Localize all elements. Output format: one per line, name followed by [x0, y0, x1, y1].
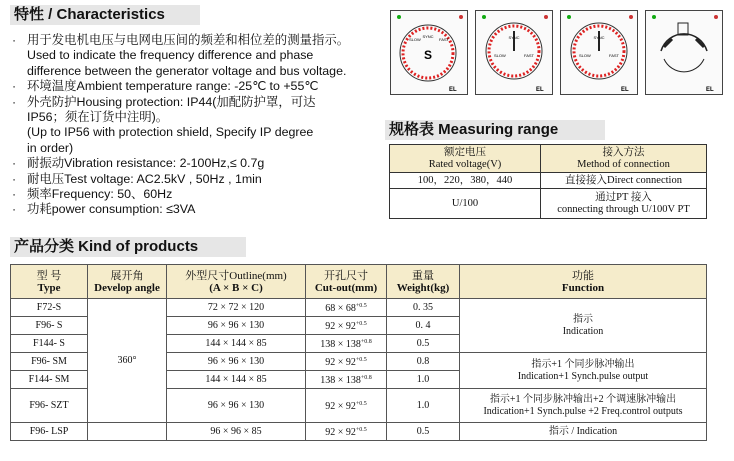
bullet: ·	[12, 33, 17, 47]
meter-2-sync: SYNC	[508, 35, 520, 40]
prod-type: F144- SM	[11, 371, 88, 389]
meter-3-fast: FAST	[609, 53, 620, 58]
characteristic-line	[12, 64, 380, 79]
characteristic-text: 环境温度Ambient temperature range: -25℃ to +55℃	[27, 79, 319, 94]
characteristic-text: Used to indicate the frequency difference and phase	[27, 48, 314, 63]
prod-weight: 0.5	[387, 335, 460, 353]
bullet: ·	[12, 156, 17, 171]
prod-type: F144- S	[11, 335, 88, 353]
prod-outline: 96 × 96 × 130	[167, 389, 306, 423]
characteristic-line	[12, 172, 380, 187]
characteristic-line	[12, 141, 380, 156]
prod-cutout: $138 \times 138^{+0.8}$	[306, 371, 387, 389]
prod-type: F96- S	[11, 317, 88, 335]
prod-outline: 72 × 72 × 120	[167, 299, 306, 317]
kind-of-products-header: 产品分类 Kind of products	[10, 237, 246, 257]
bullet: ·	[12, 187, 17, 202]
prod-outline: 144 × 144 × 85	[167, 335, 306, 353]
prod-function-indication: 指示 Indication	[460, 299, 707, 353]
bullet: ·	[12, 202, 17, 217]
meter-2	[475, 10, 553, 95]
meter-3	[560, 10, 638, 95]
prod-cutout: $92 \times 92^{+0.5}$	[306, 317, 387, 335]
prod-header-type: 型 号 Type	[11, 265, 88, 299]
prod-weight: 0.8	[387, 353, 460, 371]
prod-type: F96- SZT	[11, 389, 88, 423]
prod-weight: 1.0	[387, 371, 460, 389]
meter-1-el: EL	[449, 87, 457, 93]
prod-weight: 0. 4	[387, 317, 460, 335]
meter-1-fast: FAST	[439, 37, 450, 42]
mr-cell: 通过PT 接入 connecting through U/100V PT	[541, 189, 707, 219]
mr-header-method: 接入方法 Method of connection	[541, 145, 707, 173]
meter-1-sync: SYNC	[422, 34, 434, 39]
characteristics-list	[12, 33, 380, 218]
mr-cell: U/100	[390, 189, 541, 219]
meter-3-slow: SLOW	[579, 53, 591, 58]
prod-outline: 96 × 96 × 130	[167, 353, 306, 371]
meter-3-sync: SYNC	[593, 35, 605, 40]
prod-outline: 96 × 96 × 130	[167, 317, 306, 335]
characteristic-text: 功耗power consumption: ≤3VA	[27, 202, 196, 217]
characteristic-text: (Up to IP56 with protection shield, Specify IP degree	[27, 125, 314, 140]
meter-4-el: EL	[706, 87, 714, 93]
prod-header-outline: 外型尺寸Outline(mm) (A × B × C)	[167, 265, 306, 299]
prod-cutout: $138 \times 138^{+0.8}$	[306, 335, 387, 353]
characteristic-text: 用于发电机电压与电网电压间的频差和相位差的测量指示。	[27, 33, 350, 47]
bullet: ·	[12, 79, 17, 94]
meter-1-slow: SLOW	[409, 37, 421, 42]
bullet: ·	[12, 171, 17, 186]
characteristic-line	[12, 156, 380, 171]
meter-2-fast: FAST	[524, 53, 535, 58]
meter-2-slow: SLOW	[494, 53, 506, 58]
prod-type: F96- LSP	[11, 423, 88, 441]
characteristic-text: in order)	[27, 140, 74, 155]
prod-cutout: $92 \times 92^{+0.5}$	[306, 389, 387, 423]
mr-header-voltage: 额定电压 Rated voltage(V)	[390, 145, 541, 173]
prod-function-sync: 指示+1 个同步脉冲输出 Indication+1 Synch.pulse output	[460, 353, 707, 389]
products-table	[10, 264, 707, 441]
meter-1	[390, 10, 468, 95]
characteristic-line	[12, 125, 380, 140]
meter-1-s: S	[423, 48, 433, 62]
characteristic-line	[12, 48, 380, 63]
prod-angle: 360°	[88, 299, 167, 423]
prod-angle-empty	[88, 423, 167, 441]
prod-header-function: 功能 Function	[460, 265, 707, 299]
prod-header-angle: 展开角 Develop angle	[88, 265, 167, 299]
characteristic-line	[12, 110, 380, 125]
prod-function-lsp: 指示 / Indication	[460, 423, 707, 441]
prod-cutout: $68 \times 68^{+0.5}$	[306, 299, 387, 317]
characteristic-text: difference between the generator voltage and bus voltage.	[27, 63, 347, 78]
prod-function-szt: 指示+1 个同步脉冲输出+2 个调速脉冲输出 Indication+1 Synch.pulse +2 Freq.control outputs	[460, 389, 707, 423]
characteristic-line	[12, 187, 380, 202]
prod-weight: 0. 35	[387, 299, 460, 317]
prod-weight: 0.5	[387, 423, 460, 441]
mr-cell: 100，220，380，440	[390, 173, 541, 189]
meter-images	[390, 10, 725, 98]
prod-outline: 144 × 144 × 85	[167, 371, 306, 389]
characteristic-text: IP56；须在订货中注明)。	[27, 110, 169, 125]
meter-4	[645, 10, 723, 95]
bullet: ·	[12, 94, 17, 109]
meter-2-el: EL	[536, 87, 544, 93]
characteristic-text: 耐电压Test voltage: AC2.5kV , 50Hz , 1min	[27, 171, 262, 186]
characteristics-header: 特性 / Characteristics	[10, 5, 200, 25]
prod-cutout: $92 \times 92^{+0.5}$	[306, 423, 387, 441]
mr-cell: 直接接入Direct connection	[541, 173, 707, 189]
prod-type: F72-S	[11, 299, 88, 317]
prod-outline: 96 × 96 × 85	[167, 423, 306, 441]
prod-header-cutout: 开孔尺寸 Cut-out(mm)	[306, 265, 387, 299]
characteristic-line	[12, 202, 380, 217]
characteristic-line	[12, 33, 380, 48]
characteristic-text: 耐振动Vibration resistance: 2-100Hz,≤ 0.7g	[27, 156, 265, 171]
prod-cutout: $92 \times 92^{+0.5}$	[306, 353, 387, 371]
characteristic-line	[12, 95, 380, 110]
measuring-range-header: 规格表 Measuring range	[385, 120, 605, 140]
prod-weight: 1.0	[387, 389, 460, 423]
meter-3-el: EL	[621, 87, 629, 93]
characteristic-text: 外壳防护Housing protection: IP44(加配防护罩，可达	[27, 94, 316, 109]
prod-header-weight: 重量 Weight(kg)	[387, 265, 460, 299]
characteristic-line	[12, 79, 380, 94]
characteristic-text: 频率Frequency: 50、60Hz	[27, 187, 173, 202]
measuring-range-table	[389, 144, 707, 219]
prod-type: F96- SM	[11, 353, 88, 371]
